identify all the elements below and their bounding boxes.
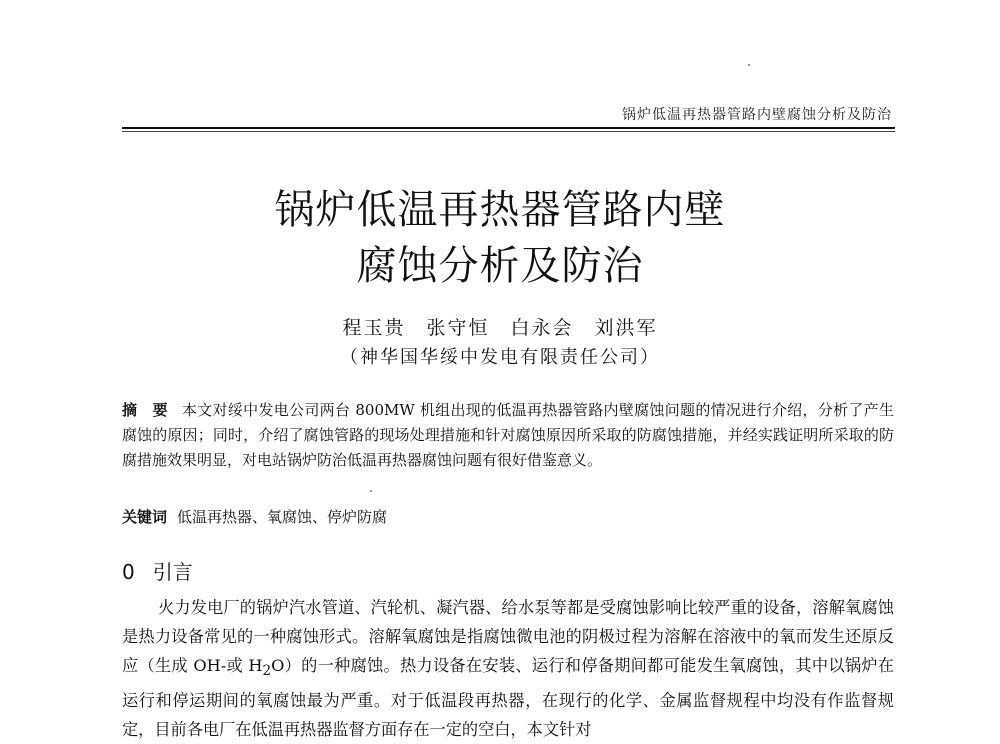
header-rule <box>122 127 895 129</box>
body-text-part-1: 火力发电厂的锅炉汽水管道、汽轮机、凝汽器、给水泵等都是受腐蚀影响比较严重的设备，溶解氧腐蚀是热力设备常见的一种腐蚀形式。溶解氧腐蚀是指腐蚀微电池的阴极过程为溶解在溶液中的氧而发生还原反应（生成 OH-或 H <box>122 598 894 675</box>
abstract-text: 本文对绥中发电公司两台 800MW 机组出现的低温再热器管路内壁腐蚀问题的情况进行介绍，分析了产生腐蚀的原因；同时，介绍了腐蚀管路的现场处理措施和针对腐蚀原因所采取的防腐蚀措施，并经实践证明所采取的防腐措施效果明显，对电站锅炉防治低温再热器腐蚀问题有很好借鉴意义。 <box>122 401 894 469</box>
running-header: 锅炉低温再热器管路内壁腐蚀分析及防治 <box>622 107 892 123</box>
authors: 程玉贵 张守恒 白永会 刘洪军 <box>342 317 658 339</box>
abstract <box>122 398 894 473</box>
body-text-part-2: O）的一种腐蚀。热力设备在安装、运行和停备期间都可能发生氧腐蚀，其中以锅炉在运行和停运期间的氧腐蚀最为严重。对于低温段再热器，在现行的化学、金属监督规程中均没有作监督规定，目前各电厂在低温再热器监督方面存在一定的空白，本文针对 <box>122 656 894 740</box>
keywords-text: 低温再热器、氧腐蚀、停炉防腐 <box>177 508 388 526</box>
abstract-label: 摘 要 <box>122 401 168 419</box>
article-title <box>0 182 1000 294</box>
scan-speck <box>748 64 750 66</box>
title-line-2: 腐蚀分析及防治 <box>356 243 644 289</box>
section-heading <box>122 556 193 585</box>
keywords <box>122 505 894 529</box>
header-rule-thin <box>122 131 895 132</box>
scan-speck <box>370 490 372 492</box>
affiliation: （神华国华绥中发电有限责任公司） <box>340 347 660 368</box>
title-line-1: 锅炉低温再热器管路内壁 <box>274 187 726 233</box>
section-title: 引言 <box>152 560 193 584</box>
subscript-2: 2 <box>262 663 272 680</box>
section-number: 0 <box>122 560 135 584</box>
body-paragraph <box>122 593 894 744</box>
keywords-label: 关键词 <box>122 508 168 526</box>
